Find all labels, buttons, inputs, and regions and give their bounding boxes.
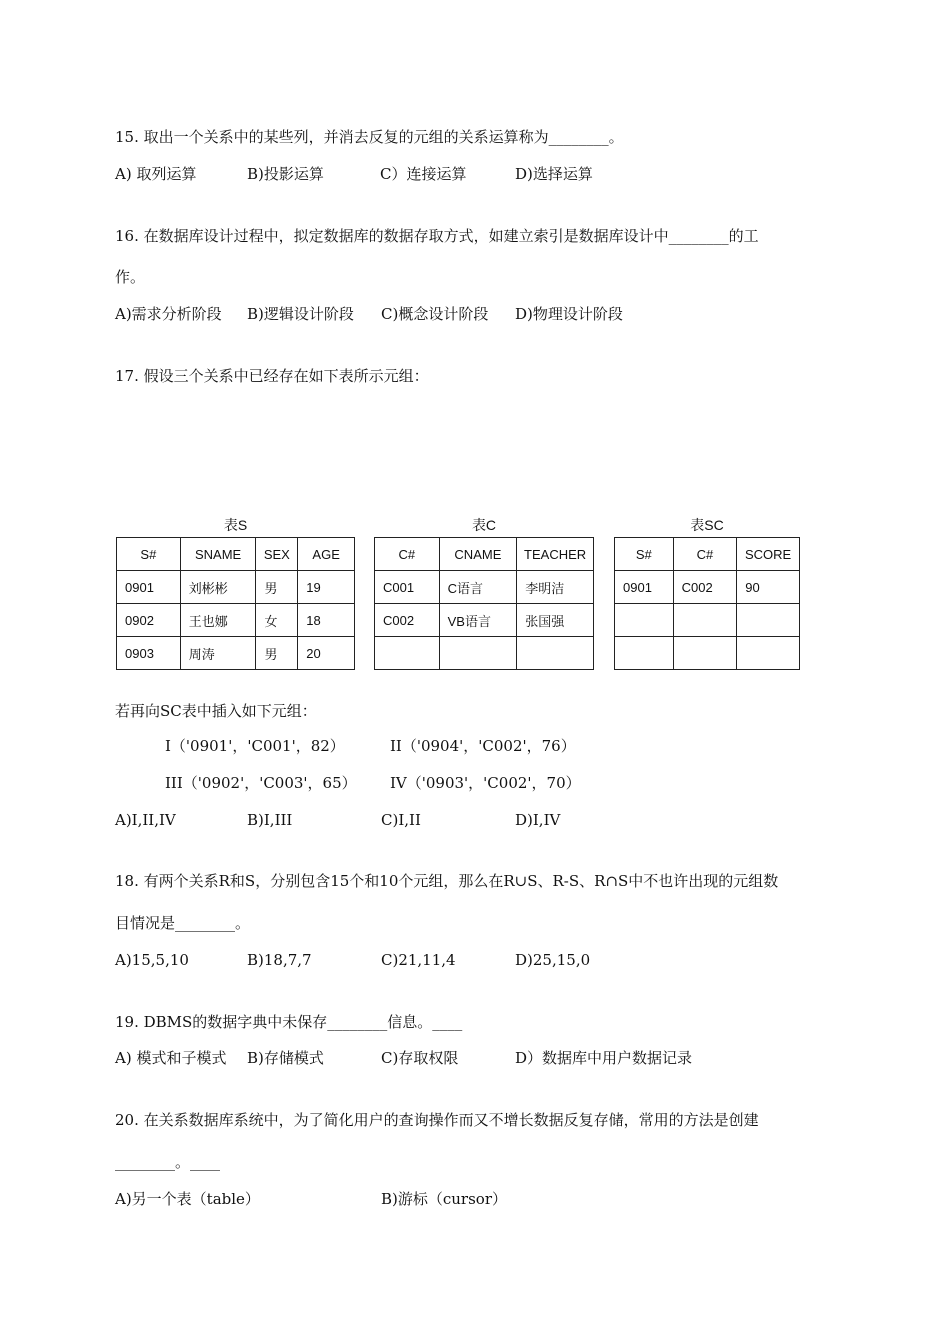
- table-cell: 18: [298, 604, 355, 637]
- table-cell: [673, 604, 737, 637]
- q15-option-b: B)投影运算: [247, 165, 324, 183]
- q15-option-c: C）连接运算: [380, 165, 467, 183]
- table-cell: 0903: [117, 637, 181, 670]
- table-cell: 周涛: [180, 637, 256, 670]
- q17-insert-text: 若再向SC表中插入如下元组：: [115, 702, 317, 720]
- table-cell: 0901: [117, 571, 181, 604]
- q17-option-b: B)I,III: [247, 811, 293, 829]
- table-cell: [615, 637, 674, 670]
- q19-option-a: A) 模式和子模式: [115, 1049, 227, 1067]
- q15-stem: 15. 取出一个关系中的某些列，并消去反复的元组的关系运算称为________。: [115, 128, 624, 146]
- table-s: [116, 537, 355, 670]
- table-cell: VB语言: [439, 604, 517, 637]
- table-cell: C001: [375, 571, 440, 604]
- q17-tuple-4: IV（'0903'，'C002'，70）: [390, 774, 581, 792]
- q16-stem: 16. 在数据库设计过程中，拟定数据库的数据存取方式，如建立索引是数据库设计中________的工: [115, 227, 759, 245]
- q18-stem-continued: 目情况是________。: [115, 914, 251, 932]
- table-cell: [439, 637, 517, 670]
- q17-tuple-1: I（'0901'，'C001'，82）: [165, 737, 345, 755]
- table-header-cell: SNAME: [180, 538, 256, 571]
- table-cell: 女: [256, 604, 298, 637]
- q17-tuple-2: II（'0904'，'C002'，76）: [390, 737, 576, 755]
- q15-option-d: D)选择运算: [515, 165, 593, 183]
- table-cell: 20: [298, 637, 355, 670]
- q18-option-a: A)15,5,10: [115, 951, 189, 969]
- q18-stem: 18. 有两个关系R和S，分别包含15个和10个元组，那么在R∪S、R-S、R∩S中不也许出现的元组数: [115, 872, 779, 890]
- q16-stem-continued: 作。: [115, 268, 146, 286]
- table-row: [117, 604, 355, 637]
- q15-option-a: A) 取列运算: [115, 165, 197, 183]
- table-row: [615, 571, 800, 604]
- q19-option-d: D）数据库中用户数据记录: [515, 1049, 693, 1067]
- table-cell: [673, 637, 737, 670]
- q16-option-c: C)概念设计阶段: [381, 305, 489, 323]
- table-row: [375, 571, 594, 604]
- table-header-cell: AGE: [298, 538, 355, 571]
- table-cell: 90: [737, 571, 800, 604]
- q20-option-a: A)另一个表（table）: [115, 1190, 260, 1208]
- table-row: [375, 637, 594, 670]
- table-header-cell: SCORE: [737, 538, 800, 571]
- table-header-row: [615, 538, 800, 571]
- q16-option-a: A)需求分析阶段: [115, 305, 222, 323]
- table-cell: 19: [298, 571, 355, 604]
- q17-option-c: C)I,II: [381, 811, 421, 829]
- table-row: [117, 637, 355, 670]
- table-sc: [614, 537, 800, 670]
- table-header-cell: C#: [375, 538, 440, 571]
- table-header-cell: TEACHER: [517, 538, 594, 571]
- q18-option-c: C)21,11,4: [381, 951, 456, 969]
- table-row: [615, 637, 800, 670]
- table-cell: 李明洁: [517, 571, 594, 604]
- table-header-row: [375, 538, 594, 571]
- table-s-title: 表S: [223, 517, 248, 533]
- table-row: [615, 604, 800, 637]
- table-cell: 男: [256, 571, 298, 604]
- table-cell: C002: [375, 604, 440, 637]
- table-header-cell: CNAME: [439, 538, 517, 571]
- table-header-row: [117, 538, 355, 571]
- q18-option-b: B)18,7,7: [247, 951, 312, 969]
- table-cell: C002: [673, 571, 737, 604]
- table-cell: C语言: [439, 571, 517, 604]
- q16-option-b: B)逻辑设计阶段: [247, 305, 354, 323]
- table-cell: [737, 637, 800, 670]
- table-header-cell: C#: [673, 538, 737, 571]
- table-cell: 男: [256, 637, 298, 670]
- q17-stem: 17. 假设三个关系中已经存在如下表所示元组：: [115, 367, 429, 385]
- q19-stem: 19. DBMS的数据字典中未保存________信息。____: [115, 1013, 463, 1031]
- table-c-title: 表C: [471, 517, 497, 533]
- table-cell: 王也娜: [180, 604, 256, 637]
- table-row: [117, 571, 355, 604]
- q20-stem-continued: ________。____: [115, 1153, 221, 1171]
- q19-option-b: B)存储模式: [247, 1049, 324, 1067]
- q17-tuple-3: III（'0902'，'C003'，65）: [165, 774, 357, 792]
- table-cell: 张国强: [517, 604, 594, 637]
- q16-option-d: D)物理设计阶段: [515, 305, 623, 323]
- table-cell: 0902: [117, 604, 181, 637]
- table-cell: [517, 637, 594, 670]
- table-header-cell: S#: [615, 538, 674, 571]
- table-c: [374, 537, 594, 670]
- table-cell: 0901: [615, 571, 674, 604]
- table-header-cell: SEX: [256, 538, 298, 571]
- q20-stem: 20. 在关系数据库系统中，为了简化用户的查询操作而又不增长数据反复存储，常用的方法是创建: [115, 1111, 759, 1129]
- table-cell: 刘彬彬: [180, 571, 256, 604]
- table-sc-title: 表SC: [690, 517, 724, 533]
- table-cell: [737, 604, 800, 637]
- table-header-cell: S#: [117, 538, 181, 571]
- table-row: [375, 604, 594, 637]
- table-cell: [615, 604, 674, 637]
- q18-option-d: D)25,15,0: [515, 951, 591, 969]
- q17-option-a: A)I,II,IV: [115, 811, 176, 829]
- q17-option-d: D)I,IV: [515, 811, 561, 829]
- table-cell: [375, 637, 440, 670]
- q20-option-b: B)游标（cursor）: [381, 1190, 508, 1208]
- q19-option-c: C)存取权限: [381, 1049, 459, 1067]
